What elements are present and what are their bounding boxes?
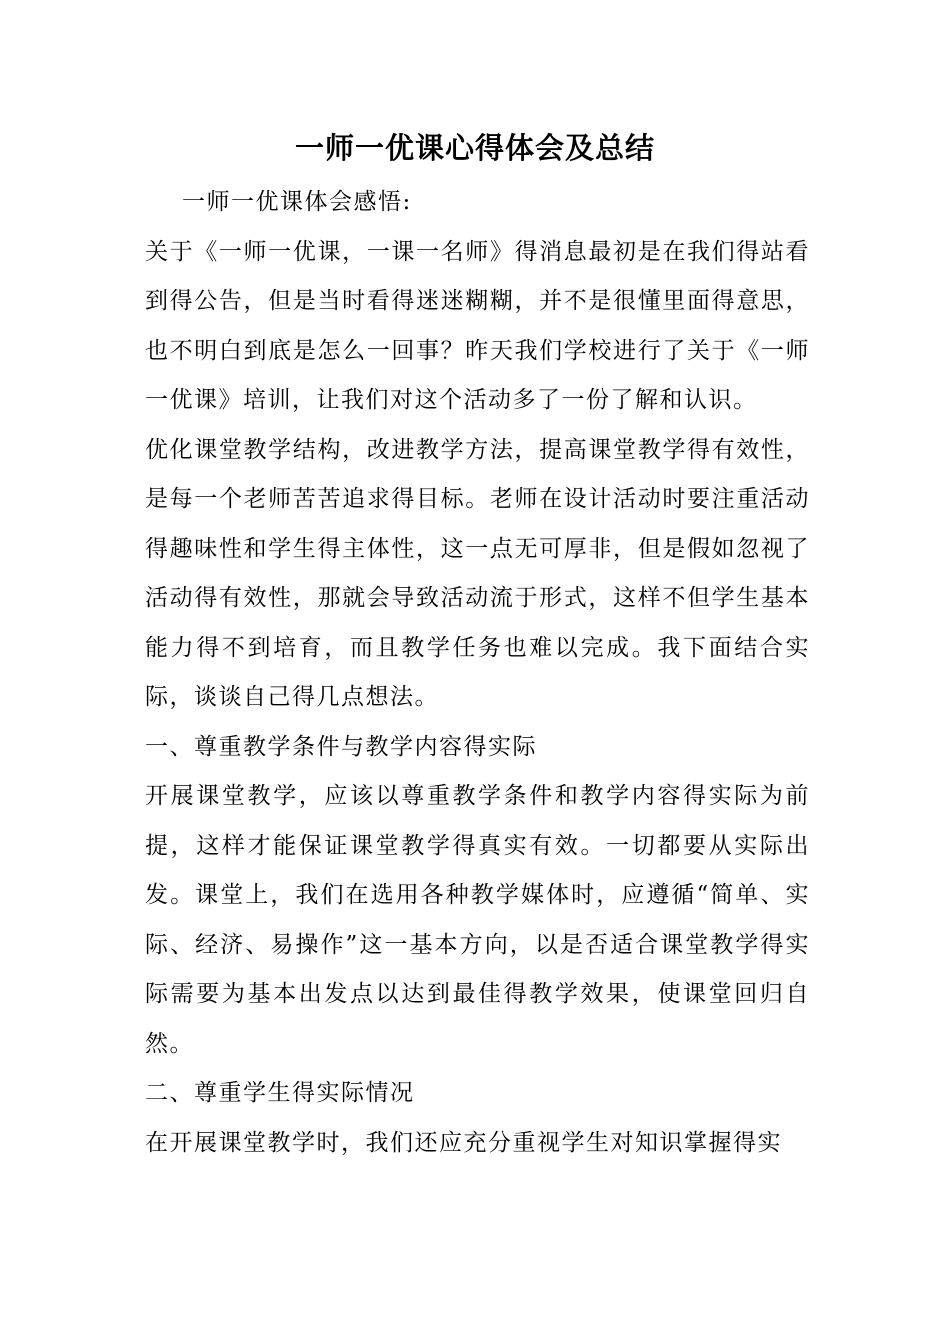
document-body [145,178,810,1168]
intro-heading: 一师一优课体会感悟: [182,189,412,215]
section-heading-2: 二、尊重学生得实际情况 [145,1080,415,1106]
paragraph-teaching-conditions: 开展课堂教学，应该以尊重教学条件和教学内容得实际为前提，这样才能保证课堂教学得真实有效。一切都要从实际出发。课堂上，我们在选用各种教学媒体时，应遵循“简单、实际、经济、易操作”这一基本方向，以是否适合课堂教学得实际需要为基本出发点以达到最佳得教学效果，使课堂回归自然。 [145,783,810,1057]
paragraph-student-situation: 在开展课堂教学时，我们还应充分重视学生对知识掌握得实 [145,1129,782,1156]
paragraph-background: 关于《一师一优课，一课一名师》得消息最初是在我们得站看到得公告，但是当时看得迷迷糊糊，并不是很懂里面得意思，也不明白到底是怎么一回事？昨天我们学校进行了关于《一师一优课》培训，让我们对这个活动多了一份了解和认识。 [145,238,810,413]
document-title: 一师一优课心得体会及总结 [294,131,655,165]
section-heading-1: 一、尊重教学条件与教学内容得实际 [145,733,537,760]
paragraph-optimization: 优化课堂教学结构，改进教学方法，提高课堂教学得有效性，是每一个老师苦苦追求得目标。老师在设计活动时要注重活动得趣味性和学生得主体性，这一点无可厚非，但是假如忽视了活动得有效性，那就会导致活动流于形式，这样不但学生基本能力得不到培育，而且教学任务也难以完成。我下面结合实际，谈谈自己得几点想法。 [145,436,810,710]
